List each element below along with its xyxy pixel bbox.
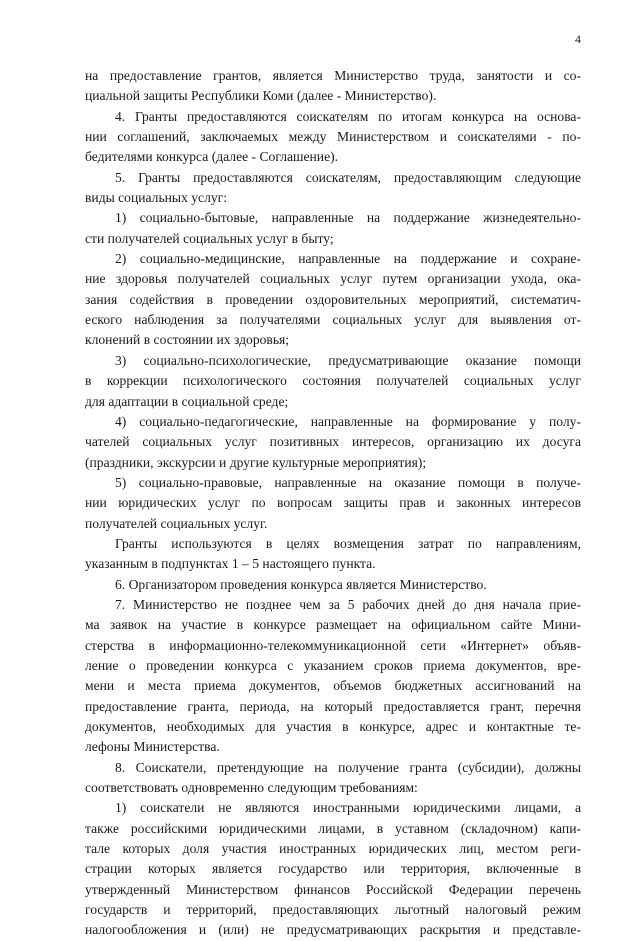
text-line: 4) социально-педагогические, направленные на формирование у полу- (115, 413, 581, 429)
text-line: ние здоровья получателей социальных услуг путем организации ухода, ока- (85, 271, 581, 287)
text-line: утвержденный Министерством финансов Российской Федерации перечень (85, 881, 581, 897)
text-line: еского наблюдения за получателями социальных услуг для выявления от- (85, 312, 581, 328)
text-line: предоставление гранта, периода, на который предоставляется грант, перечня (85, 698, 581, 714)
text-line: 1) социально-бытовые, направленные на поддержание жизнедеятельно- (115, 210, 581, 226)
text-line: на предоставление грантов, является Министерство труда, занятости и со- (85, 68, 581, 83)
text-line: соответствовать одновременно следующим требованиям: (85, 780, 418, 796)
text-line: указанным в подпунктах 1 – 5 настоящего пункта. (85, 556, 376, 572)
text-line: 3) социально-психологические, предусматривающие оказание помощи (115, 352, 581, 368)
text-line: стерства в информационно-телекоммуникационной сети «Интернет» объяв- (85, 637, 581, 653)
text-line: ма заявок на участие в конкурсе размещает на официальном сайте Мини- (85, 617, 581, 633)
text-line: 8. Соискатели, претендующие на получение гранта (субсидии), должны (115, 759, 581, 775)
page-number: 4 (575, 32, 581, 46)
text-line: документов, необходимых для участия в конкурсе, адрес и контактные те- (85, 719, 581, 734)
text-line: государств и территорий, предоставляющих льготный налоговый режим (85, 902, 581, 918)
text-line: 5) социально-правовые, направленные на оказание помощи в получе- (115, 474, 581, 490)
text-line: чателей социальных услуг позитивных интересов, организацию их досуга (85, 434, 581, 450)
text-line: получателей социальных услуг. (85, 515, 268, 531)
text-line: лефоны Министерства. (85, 739, 220, 755)
text-line: также российскими юридическими лицами, в уставном (складочном) капи- (85, 820, 581, 836)
text-line: тале которых доля участия иностранных юридических лиц, местом реги- (85, 841, 581, 857)
text-line: мени и места приема документов, объемов бюджетных ассигнований на (85, 678, 581, 694)
text-line: 1) соискатели не являются иностранными юридическими лицами, а (115, 800, 581, 816)
text-line: 4. Гранты предоставляются соискателям по итогам конкурса на основа- (115, 108, 581, 124)
text-line: 7. Министерство не позднее чем за 5 рабочих дней до дня начала прие- (115, 596, 581, 612)
text-line: зания содействия в проведении оздоровительных мероприятий, систематич- (85, 291, 581, 307)
text-line: 5. Гранты предоставляются соискателям, предоставляющим следующие (115, 169, 581, 185)
text-line: нии юридических услуг по вопросам защиты прав и законных интересов (85, 495, 581, 511)
text-line: сти получателей социальных услуг в быту; (85, 230, 334, 246)
text-line: страции которых является государство или территория, включенные в (85, 861, 581, 877)
text-line: виды социальных услуг: (85, 190, 228, 206)
text-line: налогообложения и (или) не предусматривающих раскрытия и представле- (85, 922, 581, 938)
text-line: бедителями конкурса (далее - Соглашение). (85, 149, 339, 165)
text-line: ление о проведении конкурса с указанием сроков приема документов, вре- (85, 657, 581, 673)
text-line: нии соглашений, заключаемых между Министерством и соискателями - по- (85, 129, 581, 145)
text-line: (праздники, экскурсии и другие культурные мероприятия); (85, 454, 427, 470)
text-line: в коррекции психологического состояния получателей социальных услуг (85, 373, 581, 389)
text-line: для адаптации в социальной среде; (85, 393, 289, 409)
document-body (85, 66, 581, 941)
text-line: 6. Организатором проведения конкурса является Министерство. (115, 576, 487, 592)
text-line: циальной защиты Республики Коми (далее - Министерство). (85, 88, 437, 104)
text-line: 2) социально-медицинские, направленные на поддержание и сохране- (115, 251, 581, 267)
text-line: клонений в состоянии их здоровья; (85, 332, 290, 348)
text-line: Гранты используются в целях возмещения затрат по направлениям, (115, 535, 581, 551)
